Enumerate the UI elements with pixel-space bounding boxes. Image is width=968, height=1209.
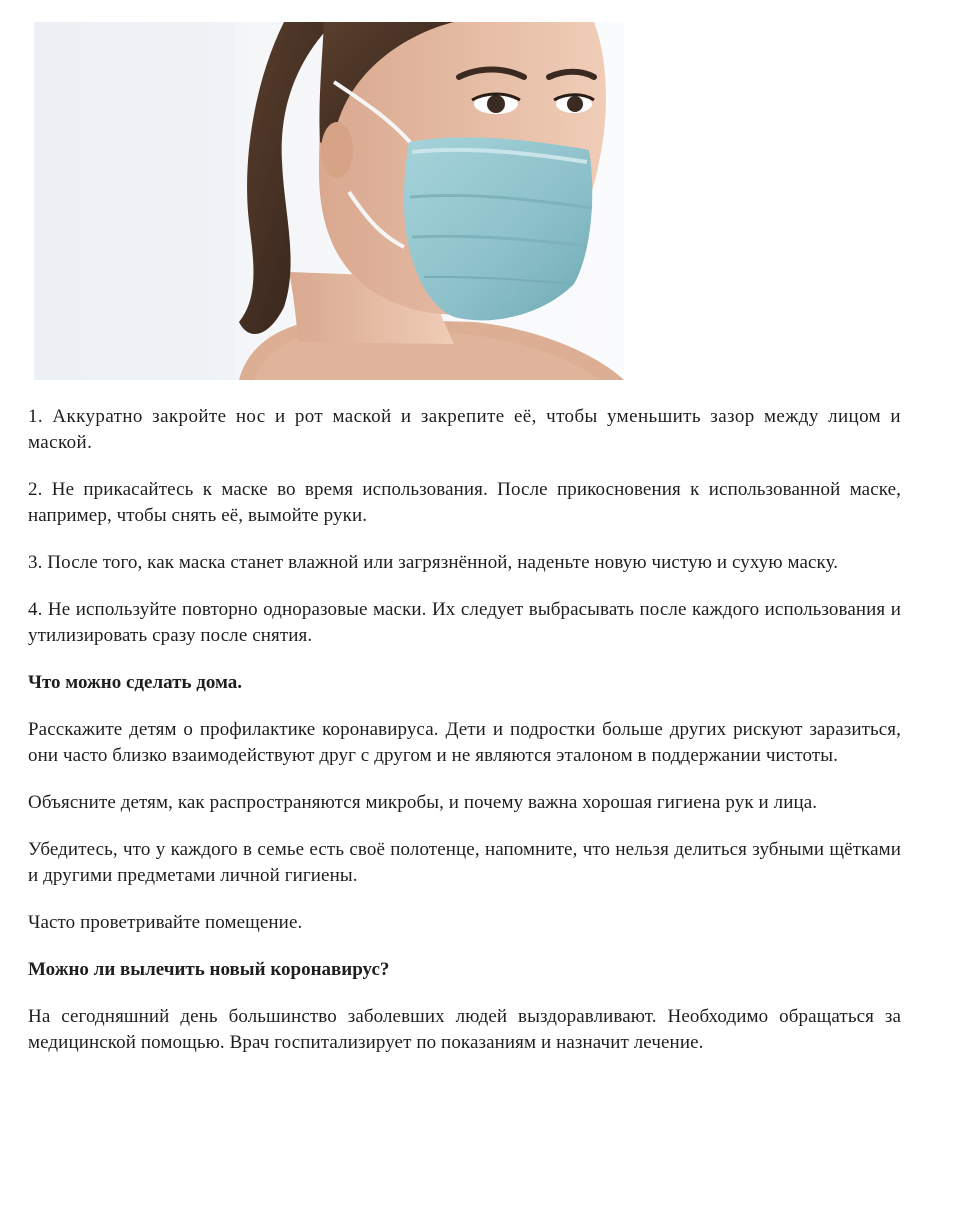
paragraph: Расскажите детям о профилактике коронавируса. Дети и подростки больше других рискуют заразиться, они часто близко взаимодействуют друг с другом и не являются эталоном в поддержании чистоты. xyxy=(28,719,901,766)
list-item: 3. После того, как маска станет влажной или загрязнённой, наденьте новую чистую и сухую маску. xyxy=(28,552,839,573)
list-item: 4. Не используйте повторно одноразовые маски. Их следует выбрасывать после каждого использования и утилизировать сразу после снятия. xyxy=(28,599,901,646)
paragraph: На сегодняшний день большинство заболевших людей выздоравливают. Необходимо обращаться за медицинской помощью. Врач госпитализирует по показаниям и назначит лечение. xyxy=(28,1006,901,1053)
list-item: 2. Не прикасайтесь к маске во время использования. После прикосновения к использованной маске, например, чтобы снять её, вымойте руки. xyxy=(28,479,901,526)
woman-wearing-surgical-mask-photo-icon xyxy=(34,22,624,380)
paragraph: Объясните детям, как распространяются микробы, и почему важна хорошая гигиена рук и лица. xyxy=(28,792,818,813)
section-heading-cure: Можно ли вылечить новый коронавирус? xyxy=(28,959,390,980)
section-heading-home: Что можно сделать дома. xyxy=(28,672,243,693)
document-content xyxy=(28,404,901,1077)
list-item: 1. Аккуратно закройте нос и рот маской и закрепите её, чтобы уменьшить зазор между лицом и маской. xyxy=(28,406,901,453)
woman-wearing-mask-photo xyxy=(34,22,624,380)
paragraph: Убедитесь, что у каждого в семье есть своё полотенце, напомните, что нельзя делиться зубными щётками и другими предметами личной гигиены. xyxy=(28,839,901,886)
paragraph: Часто проветривайте помещение. xyxy=(28,912,303,933)
